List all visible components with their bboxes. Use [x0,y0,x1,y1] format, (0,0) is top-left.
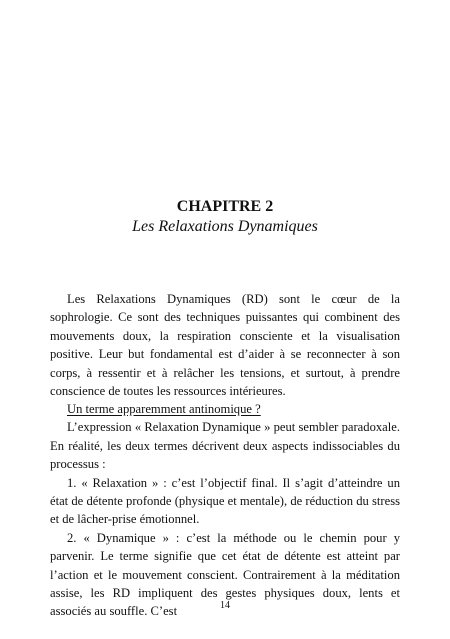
page-number: 14 [220,600,230,611]
list-item-relaxation: 1. « Relaxation » : c’est l’objectif final. Il s’agit d’atteindre un état de détente profonde (physique et mentale), de réduction du stress et de lâcher-prise émotionnel. [50,475,400,527]
list-item-dynamique: 2. « Dynamique » : c’est la méthode ou le chemin pour y parvenir. Le terme signifie que cet état de détente est atteint par l’action et le mouvement conscient. Contrairement à la méditation assise, les RD impliquent des gestes physiques doux, lents et associés au souffle. C’est [50,530,400,619]
chapter-number: CHAPITRE 2 [176,198,274,215]
chapter-title: Les Relaxations Dynamiques [132,218,318,235]
section-block [50,400,400,621]
section-heading-text: Un terme apparemment antinomique ? [67,402,261,416]
section-intro-paragraph: L’expression « Relaxation Dynamique » peut sembler paradoxale. En réalité, les deux termes décrivent deux aspects indissociables du processus : [50,420,400,472]
section-heading [50,400,400,418]
intro-paragraph: Les Relaxations Dynamiques (RD) sont le cœur de la sophrologie. Ce sont des techniques puissantes qui combinent des mouvements doux, la respiration consciente et la visualisation positive. Leur but fondamental est d’aider à se reconnecter à son corps, à ressentir et à relâcher les tensions, et surtout, à prendre conscience de toutes les ressources intérieures. [50,292,400,399]
intro-paragraph-block [50,290,400,400]
